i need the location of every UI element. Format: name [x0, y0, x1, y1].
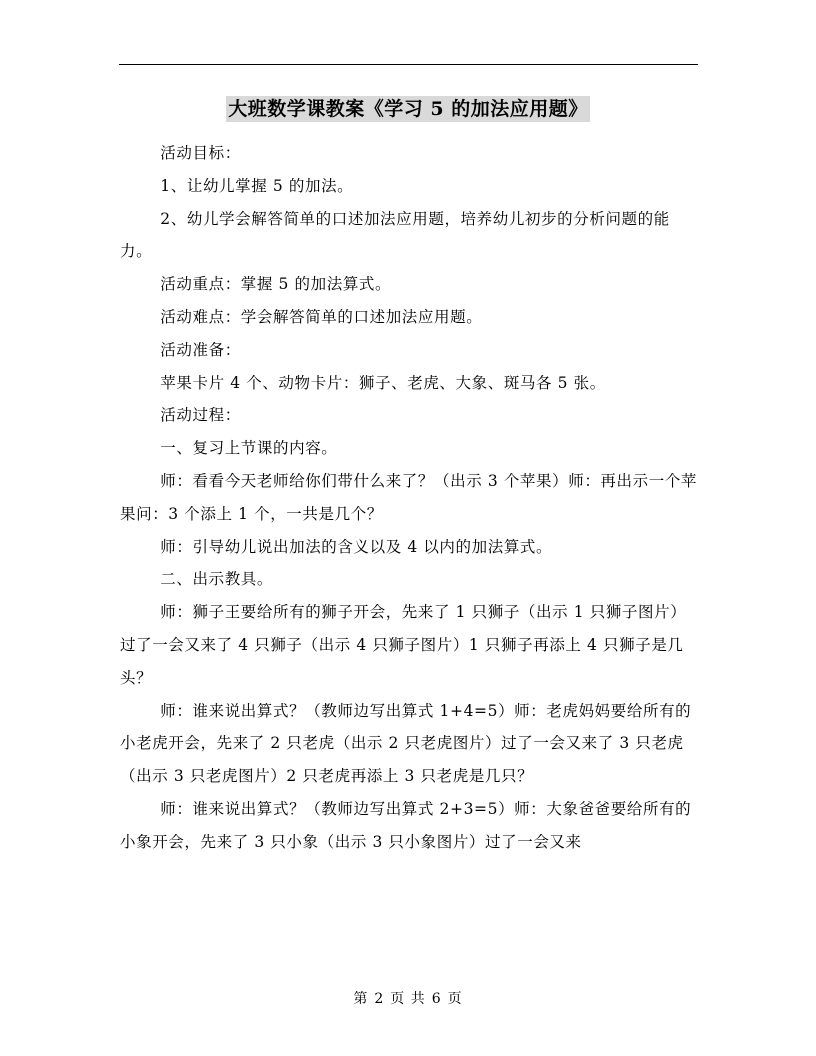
footer-total-pages: 6 — [431, 991, 442, 1007]
page-footer — [0, 988, 816, 1008]
footer-middle: 页 共 — [390, 991, 426, 1007]
paragraph-dialogue-2: 师：引导幼儿说出加法的含义以及 4 以内的加法算式。 — [160, 537, 553, 556]
footer-current-page: 2 — [374, 991, 385, 1007]
paragraph-preparation: 苹果卡片 4 个、动物卡片：狮子、老虎、大象、斑马各 5 张。 — [160, 373, 606, 392]
footer-suffix: 页 — [447, 991, 463, 1007]
paragraph-process-heading: 活动过程： — [160, 406, 241, 425]
footer-prefix: 第 — [353, 991, 369, 1007]
paragraph-objective-2: 2、幼儿学会解答简单的口述加法应用题，培养幼儿初步的分析问题的能力。 — [120, 209, 670, 261]
paragraph-preparation-heading: 活动准备： — [160, 340, 241, 359]
paragraph-lion-story: 师：狮子王要给所有的狮子开会，先来了 1 只狮子（出示 1 只狮子图片）过了一会又来了 4 只狮子（出示 4 只狮子图片）1 只狮子再添上 4 只狮子是几头？ — [120, 603, 687, 687]
document-body — [120, 137, 698, 859]
paragraph-objectives-heading: 活动目标： — [160, 144, 241, 162]
document-title: 大班数学课教案《学习 5 的加法应用题》 — [228, 98, 588, 120]
paragraph-step-1: 一、复习上节课的内容。 — [160, 439, 338, 458]
header-rule — [119, 64, 698, 65]
paragraph-tiger-story: 师：谁来说出算式？（教师边写出算式 1+4=5）师：老虎妈妈要给所有的小老虎开会，先来了 2 只老虎（出示 2 只老虎图片）过了一会又来了 3 只老虎（出示 3 只老虎图片）2 只老虎再添上 3 只老虎是几只？ — [120, 701, 692, 786]
paragraph-step-2: 二、出示教具。 — [160, 570, 273, 589]
paragraph-elephant-story: 师：谁来说出算式？（教师边写出算式 2+3=5）师：大象爸爸要给所有的小象开会，先来了 3 只小象（出示 3 只小象图片）过了一会又来 — [120, 799, 692, 851]
paragraph-key-point: 活动重点：掌握 5 的加法算式。 — [160, 275, 392, 294]
paragraph-dialogue-1: 师：看看今天老师给你们带什么来了？（出示 3 个苹果）师：再出示一个苹果问：3 个添上 1 个，一共是几个？ — [120, 471, 698, 523]
paragraph-difficult-point: 活动难点：学会解答简单的口述加法应用题。 — [160, 307, 483, 326]
paragraph-objective-1: 1、让幼儿掌握 5 的加法。 — [160, 176, 354, 195]
title-container — [0, 96, 816, 122]
